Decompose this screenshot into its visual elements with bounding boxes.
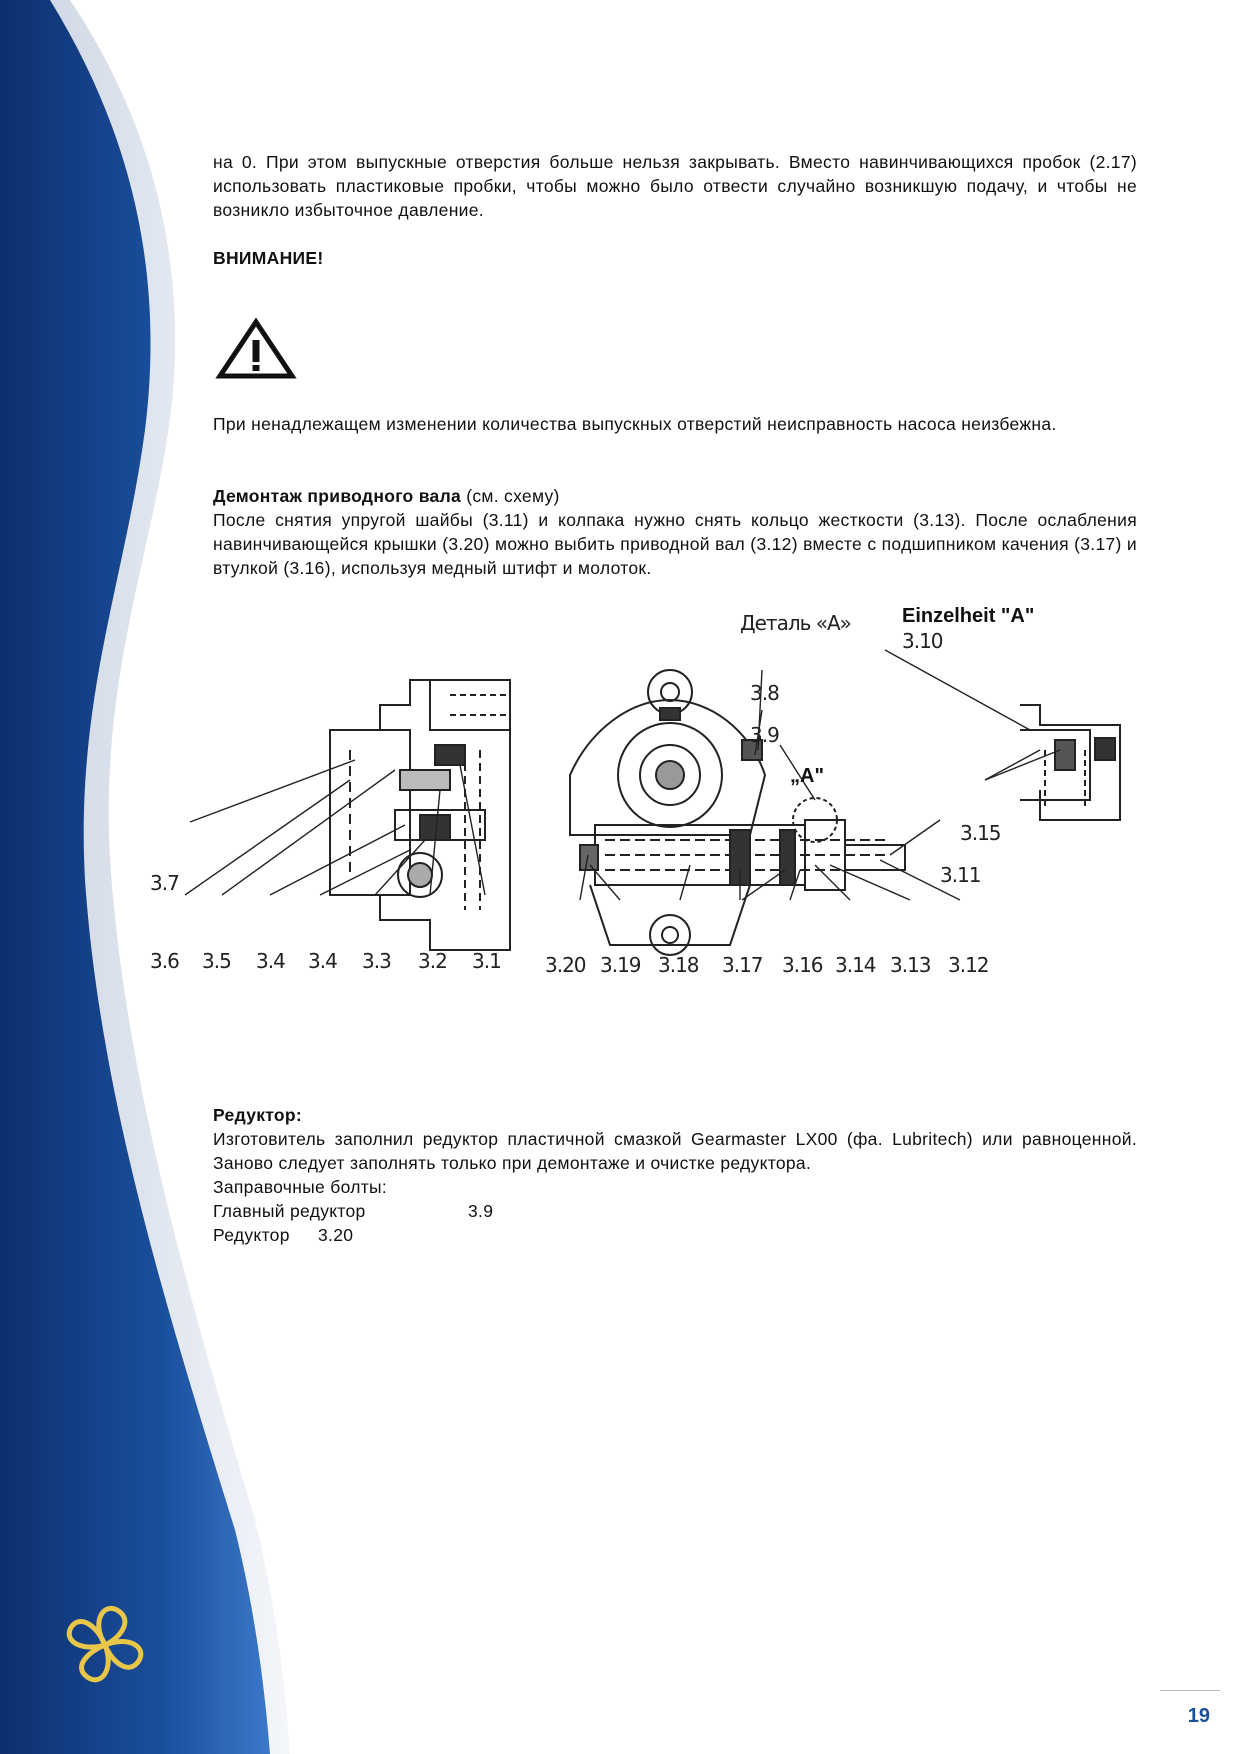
label-left-4: 3.3 (362, 949, 391, 973)
clover-logo-icon (50, 1590, 160, 1700)
label-left-2: 3.4 (256, 949, 285, 973)
attention-heading: ВНИМАНИЕ! (213, 248, 324, 268)
label-3-11: 3.11 (940, 863, 981, 887)
label-left-1: 3.5 (202, 949, 231, 973)
label-left-0: 3.6 (150, 949, 179, 973)
page-number-rule (1160, 1690, 1220, 1691)
left-number-labels (150, 949, 501, 973)
label-3-10: 3.10 (902, 629, 943, 653)
label-right-3: 3.17 (722, 953, 763, 977)
shaft-removal-heading (213, 484, 1137, 508)
label-left-6: 3.1 (472, 949, 501, 973)
reducer-value: 3.20 (318, 1225, 354, 1245)
page-number: 19 (1187, 1705, 1210, 1727)
label-right-0: 3.20 (545, 953, 586, 977)
label-left-5: 3.2 (418, 949, 447, 973)
main-gearbox-row (213, 1199, 1137, 1223)
callout-a-label: „A" (790, 765, 824, 787)
label-3-9: 3.9 (750, 723, 779, 747)
label-right-7: 3.12 (948, 953, 989, 977)
shaft-removal-suffix: (см. схему) (461, 486, 560, 506)
reducer-label: Редуктор (213, 1225, 290, 1245)
shaft-removal-text: После снятия упругой шайбы (3.11) и колпака нужно снять кольцо жесткости (3.13). После ослабления навинчивающейся крышки (3.20) можно выбить приводной вал (3.12) вместе с подшипником качения (3.17) и втулкой (3.16), используя медный штифт и молоток. (213, 510, 1137, 578)
label-right-1: 3.19 (600, 953, 641, 977)
attention-text: При ненадлежащем изменении количества выпускных отверстий неисправность насоса неизбежна. (213, 414, 1057, 434)
technical-diagram (150, 605, 1110, 1030)
gearbox-heading: Редуктор: (213, 1105, 303, 1125)
label-3-7: 3.7 (150, 871, 179, 895)
gearbox-text: Изготовитель заполнил редуктор пластичной смазкой Gearmaster LX00 (фа. Lubritech) или равноценной. Заново следует заполнять только при демонтаже и очистке редуктора. (213, 1129, 1137, 1173)
label-right-5: 3.14 (835, 953, 876, 977)
detail-ru-label: Деталь «А» (740, 611, 851, 635)
shaft-removal-title: Демонтаж приводного вала (213, 486, 462, 506)
reducer-row (213, 1223, 1137, 1247)
fill-bolts-label: Заправочные болты: (213, 1177, 388, 1197)
warning-triangle-icon (216, 318, 296, 380)
label-left-3: 3.4 (308, 949, 337, 973)
label-right-4: 3.16 (782, 953, 823, 977)
main-gearbox-label: Главный редуктор (213, 1201, 366, 1221)
left-section-drawing (330, 680, 510, 950)
detail-a-drawing (1020, 705, 1120, 820)
right-section-drawing (570, 670, 905, 955)
label-3-15: 3.15 (960, 821, 1001, 845)
right-number-labels (545, 953, 989, 977)
main-gearbox-value: 3.9 (468, 1201, 494, 1221)
label-right-6: 3.13 (890, 953, 931, 977)
label-right-2: 3.18 (658, 953, 699, 977)
detail-de-label: Einzelheit "A" (902, 605, 1035, 627)
intro-paragraph: на 0. При этом выпускные отверстия больше нельзя закрывать. Вместо навинчивающихся пробок (2.17) использовать пластиковые пробки, чтобы можно было отвести случайно возникшую подачу, и чтобы не возникло избыточное давление. (213, 152, 1137, 220)
label-3-8: 3.8 (750, 681, 779, 705)
